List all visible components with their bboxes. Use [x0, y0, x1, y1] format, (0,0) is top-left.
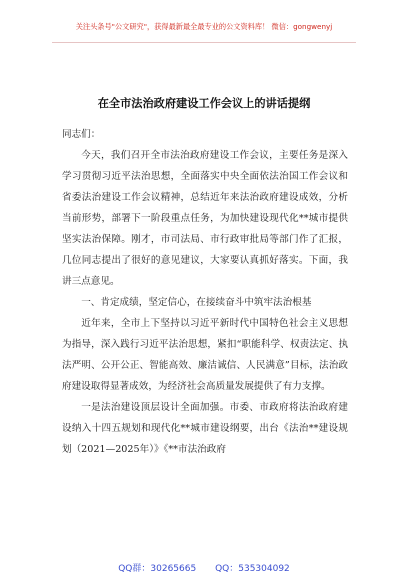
footer-qq-number: QQ：535304092	[215, 564, 290, 574]
paragraph-intro: 今天，我们召开全市法治政府建设工作会议，主要任务是深入学习贯彻习近平法治思想，全面落实中央全面依法治国工作会议和省委法治建设工作会议精神，总结近年来法治政府建设成效，分析当前形势，部署下一阶段重点任务，为加快建设现代化**城市提供坚实法治保障。刚才，市司法局、市行政审批局等部门作了汇报，几位同志提出了很好的意见建议，大家要认真抓好落实。下面，我讲三点意见。	[62, 150, 348, 287]
header-divider	[52, 42, 356, 43]
salutation: 同志们：	[62, 129, 101, 140]
paragraph-achievements: 近年来，全市上下坚持以习近平新时代中国特色社会主义思想为指导，深入践行习近平法治思想，紧扣“职能科学、权责法定、执法严明、公开公正、智能高效、廉洁诚信、人民满意”目标，法治政府建设取得显著成效，为经济社会高质量发展提供了有力支撑。	[62, 318, 348, 392]
header-banner: 关注头条号"公文研究"，获得最新最全最专业的公文资料库！ 微信：gongwenyj	[75, 22, 333, 31]
document-body	[62, 124, 348, 460]
footer-contact	[0, 561, 408, 574]
document-title: 在全市法治政府建设工作会议上的讲话提纲	[97, 96, 311, 110]
section-heading-1: 一、肯定成绩，坚定信心，在接续奋斗中筑牢法治根基	[81, 297, 312, 308]
paragraph-point-1: 一是法治建设顶层设计全面加强。市委、市政府将法治政府建设纳入十四五规划和现代化**城市建设纲要，出台《法治**建设规划（2021—2025年）》《**市法治政府	[62, 402, 348, 455]
footer-qq-group: QQ群：30265665	[118, 564, 197, 574]
